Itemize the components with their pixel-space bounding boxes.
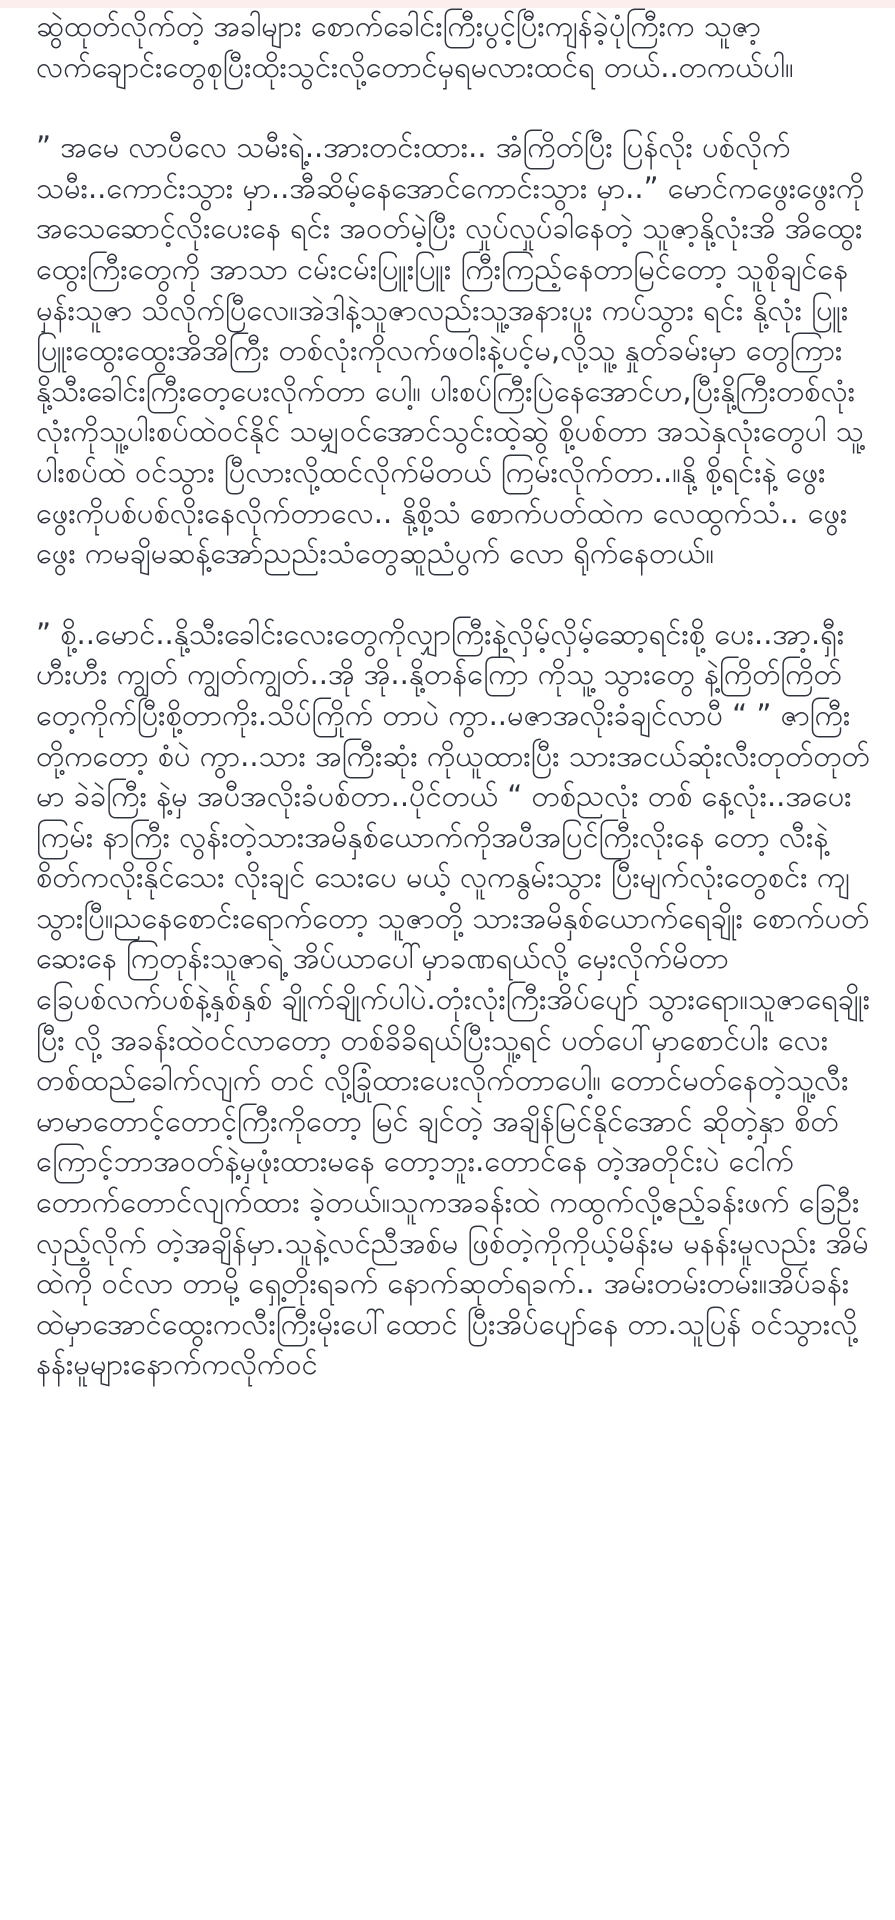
paragraph-1: ဆွဲထုတ်လိုက်တဲ့ အခါများ စောက်ခေါင်းကြီးပွင့်ပြီးကျန်ခဲ့ပုံကြီးက သူဇာ့လက်ချောင်းတွေစုပြီးထိုးသွင်းလို့တောင်မှရမလားထင်ရ တယ်..တကယ်ပါ။ bbox=[36, 9, 794, 84]
paragraph-3: ” စို့..မောင်..နို့သီးခေါင်းလေးတွေကိုလျှာကြီးနဲ့လှိမ့်လှိမ့်ဆော့ရင်းစို့ ပေး..အာ့.ရှီးဟီးဟီး ကျွတ် ကျွတ်ကျွတ်..အို အို..နို့တန်ကြော ကိုသူ့ သွားတွေ နဲ့ကြိတ်ကြိတ်တေ့ကိုက်ပြီးစို့တာကိုး.သိပ်ကြိုက် တာပဲ ကွာ..မဇာအလိုးခံချင်လာပီ “ ” ဇာကြီးတို့ကတော့ စံပဲ ကွာ..သား အကြီးဆုံး ကိုယူထားပြီး သားအငယ်ဆုံးလီးတုတ်တုတ်မာ ခဲခဲကြီး နဲ့မှ အပီအလိုးခံပစ်တာ..ပိုင်တယ် “ တစ်ညလုံး တစ် နေ့လုံး..အပေး ကြမ်း နာကြီး လွန်းတဲ့သားအမိနှစ်ယောက်ကိုအပီအပြင်ကြီးလိုးနေ တော့ လီးနဲ့စိတ်ကလိုးနိုင်သေး လိုးချင် သေးပေ မယ့် လူကနွမ်းသွား ပြီးမျက်လုံးတွေစင်း ကျသွားပြီ။ညနေစောင်းရောက်တော့ သူဇာတို့ သားအမိနှစ်ယောက်ရေချိုး စောက်ပတ် ဆေးနေ ကြတုန်းသူဇာရဲ့ အိပ်ယာပေါ်မှာခဏရယ်လို့ မှေးလိုက်မိတာခြေပစ်လက်ပစ်နဲ့နှစ်နှစ် ချိုက်ချိုက်ပါပဲ.တုံးလုံးကြီးအိပ်ပျော် သွားရော။သူဇာရေချိုးပြီး လို့ အခန်းထဲဝင်လာတော့ တစ်ခိခိရယ်ပြီးသူ့ရင် ပတ်ပေါ်မှာစောင်ပါး လေးတစ်ထည်ခေါက်လျက် တင် လို့ခြုံထားပေးလိုက်တာပေါ့။ တောင်မတ်နေတဲ့သူ့လီးမာမာတောင့်တောင့်ကြီးကိုတော့ မြင် ချင်တဲ့ အချိန်မြင်နိုင်အောင် ဆိုတဲ့နှာ စိတ်ကြောင့်ဘာအဝတ်နဲ့မှဖုံးထားမနေ တော့ဘူး.တောင်နေ တဲ့အတိုင်းပဲ ငေါက်တောက်တောင်လျက်ထား ခဲ့တယ်။သူကအခန်းထဲ ကထွက်လို့ဧည့်ခန်းဖက် ခြေဦးလှည့်လိုက် တဲ့အချိန်မှာ.သူနဲ့လင်ညီအစ်မ ဖြစ်တဲ့ကိုကိုယ့်မိန်းမ မနန်းမူလည်း အိမ်ထဲကို ဝင်လာ တာမို့ ရှေ့တိုးရခက် နောက်ဆုတ်ရခက်.. အမ်းတမ်းတမ်း။အိပ်ခန်းထဲမှာအောင်ထွေးကလီးကြီးမိုးပေါ်ထောင် ပြီးအိပ်ပျော်နေ တာ.သူပြန် ဝင်သွားလို့ နန်းမူများနောက်ကလိုက်ဝင် bbox=[36, 616, 871, 1382]
paragraph-2: ” အမေ လာပီလေ သမီးရဲ့..အားတင်းထား.. အံကြိတ်ပြီး ပြန်လိုး ပစ်လိုက်သမီး..ကောင်းသွား မှာ..အီဆိမ့်နေအောင်ကောင်းသွား မှာ..” မောင်ကဖွေးဖွေးကိုအသေဆောင့်လိုးပေးနေ ရင်း အဝတ်မဲ့ပြီး လှုပ်လှုပ်ခါနေတဲ့ သူဇာ့နို့လုံးအိ အိထွေးထွေးကြီးတွေကို အာသာ ငမ်းငမ်းပြူးပြူး ကြီးကြည့်နေတာမြင်တော့ သူစိုချင်နေမှန်းသူဇာ သိလိုက်ပြီလေ။အဲဒါနဲ့သူဇာလည်းသူ့အနားပူး ကပ်သွား ရင်း နို့လုံး ပြူးပြူးထွေးထွေးအိအိကြီး တစ်လုံးကိုလက်ဖဝါးနဲ့ပင့်မ,လို့သူ့ နှုတ်ခမ်းမှာ တွေကြားနို့သီးခေါင်းကြီးတေ့ပေးလိုက်တာ ပေါ့။ ပါးစပ်ကြီးပြဲနေအောင်ဟ,ပြီးနို့ကြီးတစ်လုံးလုံးကိုသူ့ပါးစပ်ထဲဝင်နိုင် သမျှဝင်အောင်သွင်းထဲ့ဆွဲ စို့ပစ်တာ အသဲနှလုံးတွေပါ သူ့ပါးစပ်ထဲ ဝင်သွား ပြီလားလို့ထင်လိုက်မိတယ် ကြမ်းလိုက်တာ..။နို့ စို့ရင်းနဲ့ ဖွေး ဖွေးကိုပစ်ပစ်လိုးနေလိုက်တာလေ.. နို့စို့သံ စောက်ပတ်ထဲက လေထွက်သံ.. ဖွေးဖွေး ကမချိမဆန့်အော်ညည်းသံတွေဆူညံပွက် လော ရိုက်နေတယ်။ bbox=[36, 130, 865, 571]
article-body bbox=[36, 6, 872, 1385]
